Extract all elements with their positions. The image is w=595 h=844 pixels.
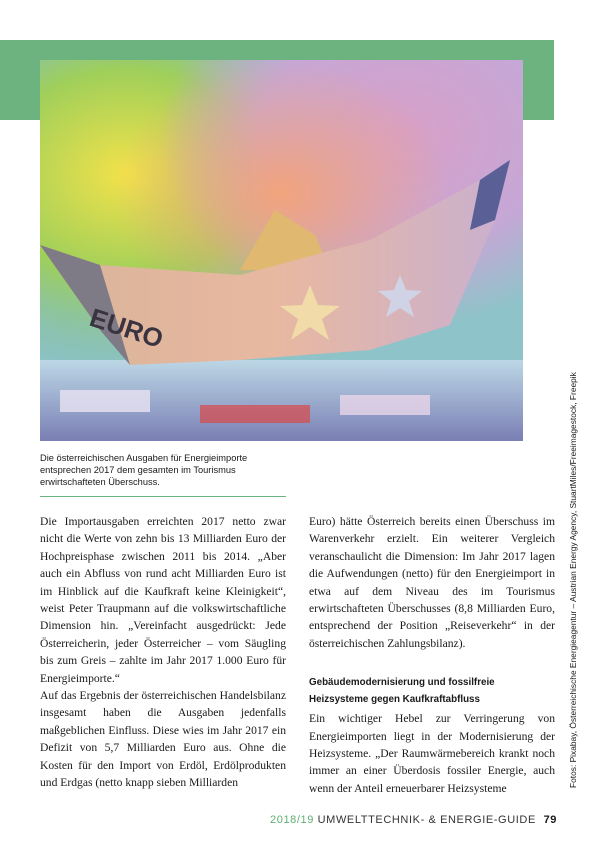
banknote-boat-photo (40, 60, 523, 441)
paragraph: Euro) hätte Österreich bereits einen Überschuss im Warenverkehr erzielt. Ein weiterer Vergleich veranschaulicht die Dimension: Im Jahr 2017 lagen die Aufwendungen (netto) für den Energieimport in etwa auf dem Niveau des im Tourismus erwirtschafteten Überschusses (8,8 Milliarden Euro, entsprechend der Position „Reiseverkehr“ in der österreichischen Zahlungsbilanz). (309, 515, 555, 650)
article-column-left (40, 513, 286, 792)
banknote-euro-text: EURO (86, 302, 167, 354)
paragraph: Ein wichtiger Hebel zur Verringerung von Energieimporten liegt in der Modernisierung der Heizsysteme. „Der Raumwärmebereich krankt noch immer an einer Überdosis fossiler Energie, auch wenn der Anteil erneuerbarer Heizsysteme (309, 712, 555, 795)
page-footer (270, 814, 557, 826)
photo-credit-text: Fotos: Pixabay, Österreichische Energieagentur – Austrian Energy Agency, StuartMiles/Freeimagestock, Freepik (568, 372, 578, 788)
paragraph: Auf das Ergebnis der österreichischen Handelsbilanz insgesamt haben die Ausgaben jedenfalls maßgeblichen Einfluss. Diese wies im Jahr 2017 ein Defizit von 5,7 Milliarden Euro aus. Ohne die Kosten für den Import von Erdöl, Erdölprodukten und Erdgas (netto knapp sieben Milliarden (40, 689, 286, 790)
section-heading-line: Heizsysteme gegen Kaufkraftabfluss (309, 694, 480, 706)
section-heading-line: Gebäudemodernisierung und fossilfreie (309, 677, 495, 689)
article-column-right (309, 513, 555, 797)
footer-year: 2018/19 (270, 814, 314, 826)
section-heading (309, 674, 555, 708)
caption-divider (40, 496, 286, 497)
page-number: 79 (543, 814, 557, 826)
photo-credit (567, 356, 579, 788)
paragraph: Die Importausgaben erreichten 2017 netto zwar nicht die Werte von zehn bis 13 Milliarden Euro der Hochpreisphase zwischen 2011 bis 2014. „Aber auch ein Abfluss von rund acht Milliarden Euro ist im Hinblick auf die Kaufkraft keine Kleinigkeit“, weist Peter Traupmann auf die volkswirtschaftliche Dimension hin. „Vereinfacht ausgedrückt: Jede Österreicherin, jeder Österreicher – vom Säugling bis zum Greis – zahlte im Jahr 2017 1.000 Euro für Energieimporte.“ (40, 515, 286, 685)
footer-publication-title: UMWELTTECHNIK- & ENERGIE-GUIDE (317, 814, 536, 826)
photo-caption: Die österreichischen Ausgaben für Energieimporte entsprechen 2017 dem gesamten im Tourismus erwirtschafteten Überschuss. (40, 453, 248, 487)
